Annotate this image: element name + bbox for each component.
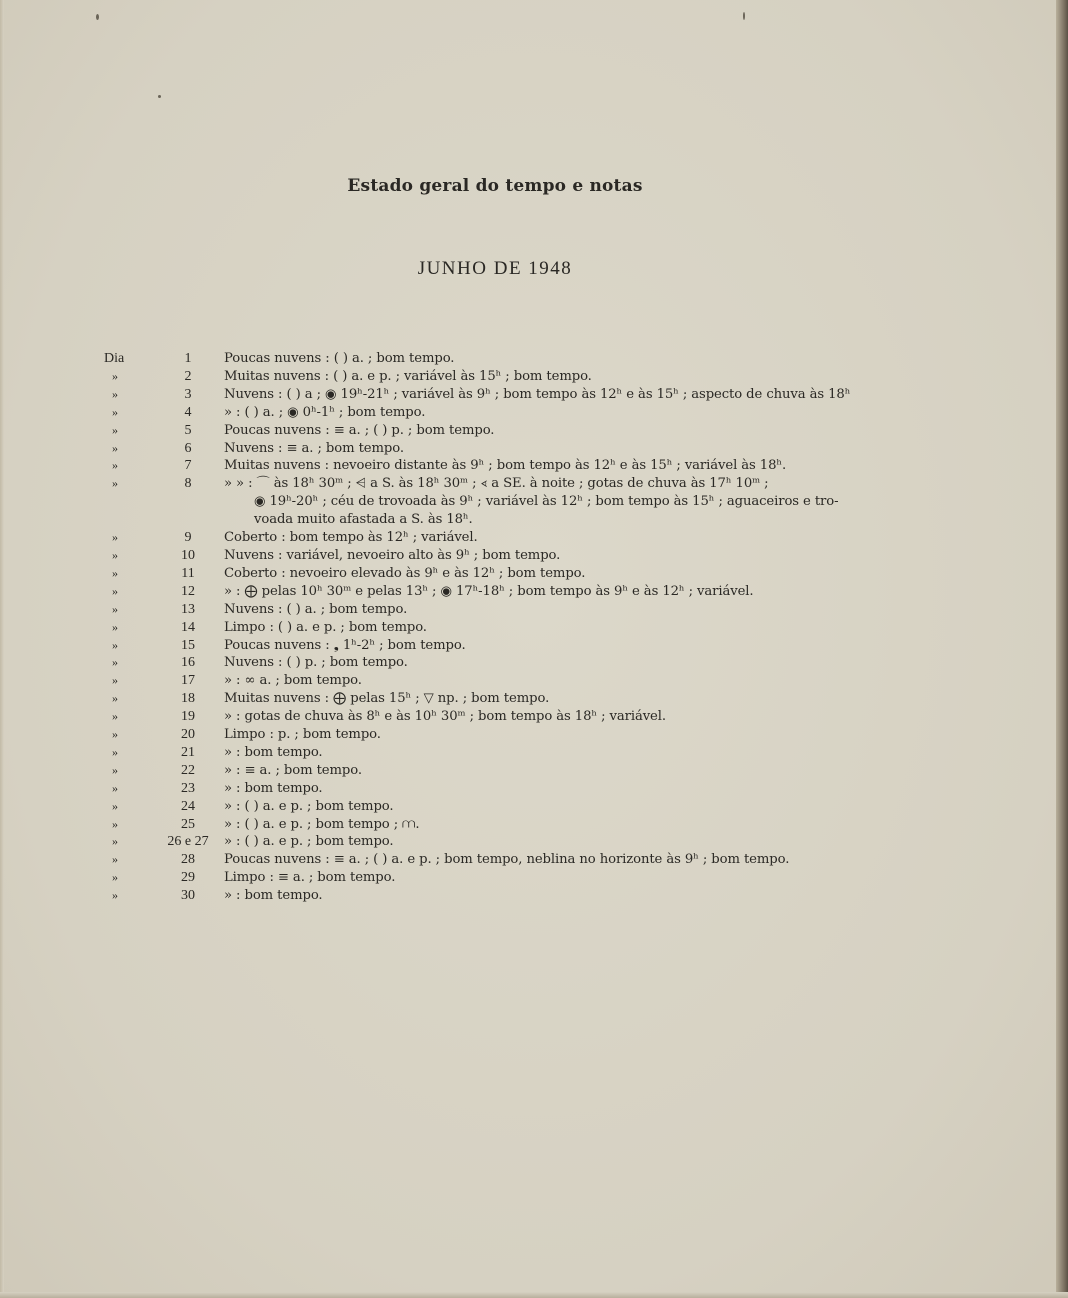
note-line: Muitas nuvens : nevoeiro distante às 9ʰ ; bom tempo às 12ʰ e às 15ʰ ; variável às 18ʰ.: [224, 458, 787, 474]
weather-note: [224, 887, 884, 905]
note-line: » : ( ) a. e p. ; bom tempo ; ⩋.: [224, 816, 420, 832]
log-row: [0, 851, 1068, 869]
ditto-mark: »: [112, 691, 118, 706]
weather-note: [224, 816, 884, 834]
day-number: 20: [181, 727, 195, 743]
log-row: [0, 565, 1068, 583]
day-number: 2: [184, 368, 192, 384]
day-number: 13: [181, 601, 195, 617]
log-row: [0, 368, 1068, 386]
log-row: [0, 654, 1068, 672]
page-bottom-edge: [0, 1292, 1068, 1298]
log-row: [0, 780, 1068, 798]
ditto-mark: »: [112, 870, 118, 885]
ditto-mark: »: [112, 601, 118, 616]
weather-note: [224, 851, 884, 869]
ditto-mark: »: [112, 798, 118, 813]
weather-note: [224, 762, 884, 780]
weather-note: [224, 780, 884, 798]
ditto-mark: »: [112, 386, 118, 401]
ditto-mark: »: [112, 655, 118, 670]
log-row: [0, 422, 1068, 440]
day-number: 5: [184, 422, 192, 438]
weather-note: [224, 386, 884, 404]
weather-note: [224, 637, 884, 655]
ditto-mark: »: [112, 583, 118, 598]
weather-note: [224, 798, 884, 816]
log-row: [0, 744, 1068, 762]
day-number: 14: [181, 619, 195, 635]
ditto-mark: »: [112, 404, 118, 419]
day-number: 1: [184, 351, 192, 366]
ditto-mark: »: [112, 422, 118, 437]
weather-note: [224, 529, 884, 547]
day-number: 4: [184, 404, 192, 420]
page-heading: Estado geral do tempo e notas: [347, 176, 643, 196]
note-line: » : ⨁ pelas 10ʰ 30ᵐ e pelas 13ʰ ; ◉ 17ʰ-18ʰ ; bom tempo às 9ʰ e às 12ʰ ; variável.: [224, 583, 754, 599]
note-line: Limpo : ≡ a. ; bom tempo.: [224, 870, 396, 886]
ditto-mark: »: [112, 816, 118, 831]
weather-note: [224, 350, 884, 368]
day-number: 6: [184, 440, 192, 456]
note-line: » : gotas de chuva às 8ʰ e às 10ʰ 30ᵐ ; bom tempo às 18ʰ ; variável.: [224, 709, 666, 725]
note-line: Nuvens : ( ) a ; ◉ 19ʰ-21ʰ ; variável às 9ʰ ; bom tempo às 12ʰ e às 15ʰ ; aspecto de chuva às 18ʰ: [224, 386, 851, 402]
note-line: Muitas nuvens : ( ) a. e p. ; variável às 15ʰ ; bom tempo.: [224, 368, 592, 384]
weather-note: [224, 619, 884, 637]
day-number: 7: [184, 458, 192, 474]
paper-speck: [96, 14, 99, 20]
day-number: 21: [181, 744, 195, 760]
log-row: [0, 690, 1068, 708]
log-row: [0, 404, 1068, 422]
ditto-mark: »: [112, 619, 118, 634]
log-row: [0, 762, 1068, 780]
weather-note: [224, 833, 884, 851]
note-line: Poucas nuvens : ( ) a. ; bom tempo.: [224, 351, 455, 366]
log-row: [0, 529, 1068, 547]
day-number: 10: [181, 547, 195, 563]
note-line: Nuvens : ≡ a. ; bom tempo.: [224, 440, 404, 456]
weather-note: [224, 690, 884, 708]
month-title: JUNHO DE 1948: [417, 258, 573, 279]
ditto-mark: »: [112, 458, 118, 473]
note-line: Limpo : ( ) a. e p. ; bom tempo.: [224, 619, 427, 635]
ditto-mark: »: [112, 368, 118, 383]
ditto-mark: »: [112, 780, 118, 795]
day-number: 17: [181, 673, 195, 689]
ditto-mark: »: [112, 727, 118, 742]
day-number: 18: [181, 691, 195, 707]
note-line: ◉ 19ʰ-20ʰ ; céu de trovoada às 9ʰ ; variável às 12ʰ ; bom tempo às 15ʰ ; aguaceiros e tro-: [254, 494, 839, 510]
note-line: Nuvens : ( ) a. ; bom tempo.: [224, 601, 408, 617]
day-number: 29: [181, 870, 195, 886]
day-number: 22: [181, 762, 195, 778]
day-number: 16: [181, 655, 195, 671]
note-line: Limpo : p. ; bom tempo.: [224, 727, 381, 743]
day-number: 11: [181, 565, 195, 581]
weather-note: [224, 583, 884, 601]
weather-note: [224, 368, 884, 386]
log-row: [0, 637, 1068, 655]
log-row: [0, 583, 1068, 601]
note-line: » : bom tempo.: [224, 744, 323, 760]
note-line: » : ( ) a. e p. ; bom tempo.: [224, 834, 394, 850]
ditto-mark: »: [112, 673, 118, 688]
note-line: voada muito afastada a S. às 18ʰ.: [254, 512, 473, 528]
weather-note: [224, 565, 884, 583]
ditto-mark: »: [112, 440, 118, 455]
ditto-mark: »: [112, 834, 118, 849]
note-line: » : ( ) a. e p. ; bom tempo.: [224, 798, 394, 814]
day-number: 19: [181, 709, 195, 725]
weather-note: [224, 726, 884, 744]
log-row: [0, 816, 1068, 834]
ditto-mark: »: [112, 547, 118, 562]
note-line: Nuvens : variável, nevoeiro alto às 9ʰ ; bom tempo.: [224, 547, 561, 563]
day-number: 3: [184, 386, 192, 402]
note-line: Nuvens : ( ) p. ; bom tempo.: [224, 655, 408, 671]
weather-note: [224, 404, 884, 422]
note-line: » » : ⌒ às 18ʰ 30ᵐ ; ⩤ a S. às 18ʰ 30ᵐ ; ∢ a SE. à noite ; gotas de chuva às 17ʰ 10ᵐ ;: [224, 476, 769, 492]
day-number: 9: [184, 530, 192, 546]
ditto-mark: »: [112, 744, 118, 759]
weather-note: [224, 475, 884, 529]
weather-note: [224, 744, 884, 762]
note-line: Muitas nuvens : ⨁ pelas 15ʰ ; ▽ np. ; bom tempo.: [224, 691, 550, 707]
log-row: [0, 833, 1068, 851]
log-row: [0, 440, 1068, 458]
ditto-mark: »: [112, 565, 118, 580]
note-line: Poucas nuvens : ≡ a. ; ( ) a. e p. ; bom tempo, neblina no horizonte às 9ʰ ; bom tempo.: [224, 852, 790, 868]
weather-note: [224, 708, 884, 726]
note-line: » : bom tempo.: [224, 888, 323, 904]
ditto-mark: »: [112, 709, 118, 724]
day-header-label: Dia: [104, 351, 125, 366]
day-number: 23: [181, 780, 195, 796]
weather-note: [224, 547, 884, 565]
note-line: » : ≡ a. ; bom tempo.: [224, 762, 362, 778]
log-row: [0, 475, 1068, 529]
weather-note: [224, 440, 884, 458]
note-line: » : ( ) a. ; ◉ 0ʰ-1ʰ ; bom tempo.: [224, 404, 426, 420]
log-row: [0, 457, 1068, 475]
weather-note: [224, 422, 884, 440]
log-row: [0, 350, 1068, 368]
ditto-mark: »: [112, 888, 118, 903]
ditto-mark: »: [112, 476, 118, 491]
log-row: [0, 869, 1068, 887]
day-number: 25: [181, 816, 195, 832]
day-number: 28: [181, 852, 195, 868]
weather-log: [0, 350, 1068, 905]
ditto-mark: »: [112, 762, 118, 777]
log-row: [0, 672, 1068, 690]
log-row: [0, 887, 1068, 905]
note-line: Poucas nuvens : ❟ 1ʰ-2ʰ ; bom tempo.: [224, 637, 466, 653]
day-number: 8: [184, 476, 192, 492]
log-row: [0, 547, 1068, 565]
day-number: 24: [181, 798, 195, 814]
weather-note: [224, 654, 884, 672]
log-row: [0, 619, 1068, 637]
paper-speck: [158, 95, 161, 98]
note-line: Poucas nuvens : ≡ a. ; ( ) p. ; bom tempo.: [224, 422, 495, 438]
log-row: [0, 798, 1068, 816]
log-row: [0, 386, 1068, 404]
ditto-mark: »: [112, 637, 118, 652]
note-line: » : bom tempo.: [224, 780, 323, 796]
weather-note: [224, 457, 884, 475]
note-line: Coberto : nevoeiro elevado às 9ʰ e às 12ʰ ; bom tempo.: [224, 565, 586, 581]
weather-note: [224, 869, 884, 887]
log-row: [0, 708, 1068, 726]
day-number: 15: [181, 637, 195, 653]
day-number: 30: [181, 888, 195, 904]
ditto-mark: »: [112, 852, 118, 867]
note-line: » : ∞ a. ; bom tempo.: [224, 673, 362, 689]
weather-note: [224, 672, 884, 690]
note-line: Coberto : bom tempo às 12ʰ ; variável.: [224, 530, 478, 546]
ditto-mark: »: [112, 530, 118, 545]
log-row: [0, 601, 1068, 619]
paper-speck: [743, 12, 745, 20]
day-number: 12: [181, 583, 195, 599]
day-number: 26 e 27: [167, 834, 209, 850]
weather-note: [224, 601, 884, 619]
log-row: [0, 726, 1068, 744]
